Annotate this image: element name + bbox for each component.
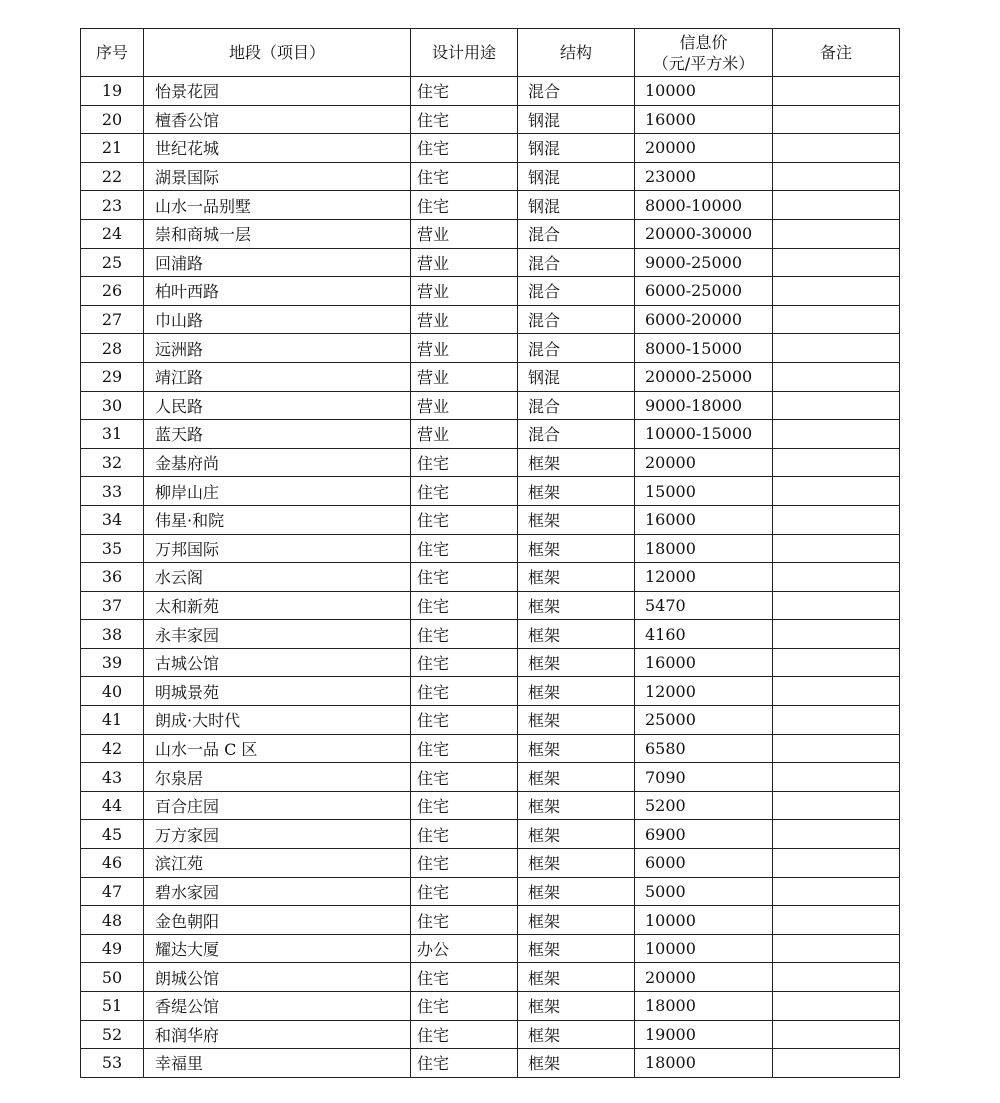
table-row	[81, 563, 900, 592]
cell-structure: 框架	[518, 563, 635, 592]
header-price-title: 信息价	[679, 32, 728, 52]
cell-usage: 住宅	[411, 648, 518, 677]
cell-seq: 45	[81, 820, 144, 849]
cell-location: 永丰家园	[144, 620, 411, 649]
cell-usage: 住宅	[411, 906, 518, 935]
table-row	[81, 105, 900, 134]
table-row	[81, 162, 900, 191]
cell-seq: 40	[81, 677, 144, 706]
cell-price: 5200	[635, 791, 773, 820]
cell-structure: 框架	[518, 734, 635, 763]
header-seq: 序号	[81, 29, 144, 77]
cell-structure: 框架	[518, 849, 635, 878]
cell-note	[773, 906, 900, 935]
cell-price: 10000	[635, 934, 773, 963]
cell-price: 20000-30000	[635, 219, 773, 248]
cell-location: 崇和商城一层	[144, 219, 411, 248]
cell-structure: 框架	[518, 934, 635, 963]
cell-note	[773, 77, 900, 106]
cell-usage: 住宅	[411, 591, 518, 620]
cell-seq: 32	[81, 448, 144, 477]
table-row	[81, 391, 900, 420]
cell-location: 回浦路	[144, 248, 411, 277]
cell-usage: 住宅	[411, 505, 518, 534]
cell-note	[773, 334, 900, 363]
cell-location: 古城公馆	[144, 648, 411, 677]
cell-usage: 住宅	[411, 1049, 518, 1078]
cell-seq: 52	[81, 1020, 144, 1049]
cell-usage: 住宅	[411, 963, 518, 992]
cell-location: 金色朝阳	[144, 906, 411, 935]
cell-usage: 住宅	[411, 992, 518, 1021]
cell-structure: 框架	[518, 677, 635, 706]
cell-seq: 29	[81, 362, 144, 391]
cell-note	[773, 420, 900, 449]
cell-structure: 钢混	[518, 362, 635, 391]
table-row	[81, 791, 900, 820]
cell-seq: 30	[81, 391, 144, 420]
cell-structure: 框架	[518, 620, 635, 649]
cell-price: 4160	[635, 620, 773, 649]
cell-location: 百合庄园	[144, 791, 411, 820]
cell-location: 万邦国际	[144, 534, 411, 563]
cell-seq: 50	[81, 963, 144, 992]
cell-structure: 框架	[518, 706, 635, 735]
cell-usage: 住宅	[411, 191, 518, 220]
table-row	[81, 334, 900, 363]
cell-usage: 营业	[411, 277, 518, 306]
cell-structure: 框架	[518, 477, 635, 506]
cell-note	[773, 534, 900, 563]
cell-structure: 框架	[518, 648, 635, 677]
cell-structure: 框架	[518, 505, 635, 534]
cell-price: 12000	[635, 563, 773, 592]
table-row	[81, 591, 900, 620]
table-row	[81, 820, 900, 849]
cell-note	[773, 849, 900, 878]
cell-location: 伟星·和院	[144, 505, 411, 534]
cell-seq: 39	[81, 648, 144, 677]
cell-price: 20000-25000	[635, 362, 773, 391]
cell-price: 6000	[635, 849, 773, 878]
cell-structure: 框架	[518, 877, 635, 906]
cell-price: 12000	[635, 677, 773, 706]
cell-location: 香缇公馆	[144, 992, 411, 1021]
cell-location: 耀达大厦	[144, 934, 411, 963]
header-location: 地段（项目）	[144, 29, 411, 77]
cell-location: 尔泉居	[144, 763, 411, 792]
cell-location: 世纪花城	[144, 134, 411, 163]
cell-usage: 营业	[411, 219, 518, 248]
cell-price: 9000-25000	[635, 248, 773, 277]
cell-note	[773, 620, 900, 649]
header-price	[635, 29, 773, 77]
cell-seq: 22	[81, 162, 144, 191]
cell-price: 25000	[635, 706, 773, 735]
cell-note	[773, 448, 900, 477]
cell-structure: 混合	[518, 420, 635, 449]
cell-seq: 31	[81, 420, 144, 449]
cell-structure: 混合	[518, 219, 635, 248]
cell-price: 23000	[635, 162, 773, 191]
cell-location: 山水一品 C 区	[144, 734, 411, 763]
cell-seq: 36	[81, 563, 144, 592]
header-price-unit: （元/平方米）	[652, 53, 755, 73]
cell-note	[773, 591, 900, 620]
cell-usage: 住宅	[411, 620, 518, 649]
cell-location: 柏叶西路	[144, 277, 411, 306]
cell-price: 8000-15000	[635, 334, 773, 363]
cell-location: 明城景苑	[144, 677, 411, 706]
cell-seq: 46	[81, 849, 144, 878]
cell-price: 8000-10000	[635, 191, 773, 220]
cell-note	[773, 219, 900, 248]
cell-price: 18000	[635, 534, 773, 563]
cell-seq: 23	[81, 191, 144, 220]
cell-usage: 住宅	[411, 134, 518, 163]
table-row	[81, 420, 900, 449]
cell-structure: 框架	[518, 763, 635, 792]
table-row	[81, 620, 900, 649]
table-row	[81, 734, 900, 763]
cell-usage: 住宅	[411, 477, 518, 506]
table-row	[81, 992, 900, 1021]
cell-seq: 20	[81, 105, 144, 134]
cell-location: 远洲路	[144, 334, 411, 363]
table-header	[81, 29, 900, 77]
cell-usage: 住宅	[411, 162, 518, 191]
cell-usage: 营业	[411, 334, 518, 363]
cell-note	[773, 706, 900, 735]
table-row	[81, 362, 900, 391]
cell-usage: 住宅	[411, 77, 518, 106]
cell-seq: 25	[81, 248, 144, 277]
cell-seq: 42	[81, 734, 144, 763]
cell-seq: 28	[81, 334, 144, 363]
cell-usage: 营业	[411, 305, 518, 334]
cell-seq: 19	[81, 77, 144, 106]
cell-usage: 住宅	[411, 706, 518, 735]
cell-seq: 37	[81, 591, 144, 620]
cell-note	[773, 477, 900, 506]
cell-seq: 44	[81, 791, 144, 820]
cell-location: 湖景国际	[144, 162, 411, 191]
cell-structure: 混合	[518, 77, 635, 106]
cell-seq: 27	[81, 305, 144, 334]
cell-price: 20000	[635, 448, 773, 477]
cell-note	[773, 820, 900, 849]
cell-note	[773, 1020, 900, 1049]
header-row	[81, 29, 900, 77]
cell-seq: 38	[81, 620, 144, 649]
cell-note	[773, 162, 900, 191]
cell-seq: 34	[81, 505, 144, 534]
cell-price: 19000	[635, 1020, 773, 1049]
cell-price: 5470	[635, 591, 773, 620]
table-row	[81, 877, 900, 906]
cell-note	[773, 362, 900, 391]
table-row	[81, 534, 900, 563]
cell-note	[773, 963, 900, 992]
cell-usage: 营业	[411, 391, 518, 420]
cell-price: 16000	[635, 505, 773, 534]
cell-usage: 住宅	[411, 448, 518, 477]
cell-note	[773, 1049, 900, 1078]
cell-structure: 框架	[518, 820, 635, 849]
table-row	[81, 505, 900, 534]
table-row	[81, 448, 900, 477]
cell-note	[773, 763, 900, 792]
header-usage: 设计用途	[411, 29, 518, 77]
cell-price: 18000	[635, 992, 773, 1021]
cell-location: 碧水家园	[144, 877, 411, 906]
cell-note	[773, 391, 900, 420]
cell-location: 怡景花园	[144, 77, 411, 106]
cell-price: 10000	[635, 77, 773, 106]
cell-usage: 住宅	[411, 563, 518, 592]
cell-structure: 框架	[518, 448, 635, 477]
cell-location: 朗城公馆	[144, 963, 411, 992]
cell-location: 万方家园	[144, 820, 411, 849]
cell-structure: 框架	[518, 591, 635, 620]
table-row	[81, 706, 900, 735]
cell-structure: 钢混	[518, 134, 635, 163]
cell-usage: 营业	[411, 248, 518, 277]
cell-usage: 营业	[411, 362, 518, 391]
cell-seq: 33	[81, 477, 144, 506]
table-row	[81, 77, 900, 106]
cell-structure: 钢混	[518, 105, 635, 134]
cell-note	[773, 648, 900, 677]
cell-note	[773, 677, 900, 706]
cell-usage: 住宅	[411, 820, 518, 849]
cell-price: 16000	[635, 648, 773, 677]
cell-note	[773, 563, 900, 592]
table-row	[81, 191, 900, 220]
cell-price: 10000	[635, 906, 773, 935]
cell-note	[773, 248, 900, 277]
cell-price: 7090	[635, 763, 773, 792]
cell-price: 6900	[635, 820, 773, 849]
table-row	[81, 1020, 900, 1049]
cell-location: 蓝天路	[144, 420, 411, 449]
cell-seq: 24	[81, 219, 144, 248]
cell-usage: 营业	[411, 420, 518, 449]
cell-structure: 框架	[518, 534, 635, 563]
cell-price: 10000-15000	[635, 420, 773, 449]
cell-note	[773, 934, 900, 963]
cell-location: 柳岸山庄	[144, 477, 411, 506]
table-row	[81, 248, 900, 277]
cell-usage: 住宅	[411, 877, 518, 906]
cell-seq: 21	[81, 134, 144, 163]
cell-seq: 41	[81, 706, 144, 735]
table-row	[81, 648, 900, 677]
table-row	[81, 849, 900, 878]
cell-usage: 住宅	[411, 534, 518, 563]
cell-price: 18000	[635, 1049, 773, 1078]
cell-note	[773, 134, 900, 163]
cell-price: 20000	[635, 963, 773, 992]
cell-usage: 住宅	[411, 677, 518, 706]
cell-location: 幸福里	[144, 1049, 411, 1078]
cell-usage: 住宅	[411, 791, 518, 820]
cell-usage: 住宅	[411, 105, 518, 134]
table-body	[81, 77, 900, 1078]
table-row	[81, 763, 900, 792]
cell-note	[773, 734, 900, 763]
cell-structure: 钢混	[518, 162, 635, 191]
cell-location: 檀香公馆	[144, 105, 411, 134]
cell-price: 15000	[635, 477, 773, 506]
cell-usage: 住宅	[411, 763, 518, 792]
cell-seq: 53	[81, 1049, 144, 1078]
cell-note	[773, 791, 900, 820]
table-row	[81, 934, 900, 963]
cell-location: 水云阁	[144, 563, 411, 592]
cell-structure: 框架	[518, 992, 635, 1021]
cell-structure: 框架	[518, 1049, 635, 1078]
table-row	[81, 305, 900, 334]
cell-price: 5000	[635, 877, 773, 906]
cell-usage: 住宅	[411, 849, 518, 878]
cell-structure: 框架	[518, 1020, 635, 1049]
cell-note	[773, 992, 900, 1021]
cell-seq: 51	[81, 992, 144, 1021]
table-row	[81, 219, 900, 248]
cell-note	[773, 191, 900, 220]
price-info-table	[80, 28, 900, 1078]
table-row	[81, 963, 900, 992]
cell-note	[773, 105, 900, 134]
header-note: 备注	[773, 29, 900, 77]
cell-structure: 混合	[518, 277, 635, 306]
table-row	[81, 677, 900, 706]
cell-note	[773, 505, 900, 534]
header-structure: 结构	[518, 29, 635, 77]
table-row	[81, 277, 900, 306]
table-row	[81, 906, 900, 935]
cell-location: 滨江苑	[144, 849, 411, 878]
cell-price: 20000	[635, 134, 773, 163]
cell-seq: 49	[81, 934, 144, 963]
cell-usage: 住宅	[411, 734, 518, 763]
cell-seq: 48	[81, 906, 144, 935]
cell-location: 人民路	[144, 391, 411, 420]
cell-structure: 框架	[518, 791, 635, 820]
cell-location: 太和新苑	[144, 591, 411, 620]
cell-note	[773, 305, 900, 334]
cell-location: 和润华府	[144, 1020, 411, 1049]
table-row	[81, 134, 900, 163]
cell-structure: 混合	[518, 248, 635, 277]
cell-structure: 混合	[518, 391, 635, 420]
cell-location: 朗成·大时代	[144, 706, 411, 735]
cell-seq: 47	[81, 877, 144, 906]
cell-usage: 办公	[411, 934, 518, 963]
cell-price: 6000-20000	[635, 305, 773, 334]
cell-price: 6580	[635, 734, 773, 763]
cell-price: 9000-18000	[635, 391, 773, 420]
cell-structure: 框架	[518, 963, 635, 992]
cell-location: 巾山路	[144, 305, 411, 334]
table-row	[81, 477, 900, 506]
cell-location: 金基府尚	[144, 448, 411, 477]
table-row	[81, 1049, 900, 1078]
cell-location: 山水一品别墅	[144, 191, 411, 220]
cell-note	[773, 877, 900, 906]
cell-structure: 框架	[518, 906, 635, 935]
cell-price: 6000-25000	[635, 277, 773, 306]
cell-price: 16000	[635, 105, 773, 134]
cell-seq: 26	[81, 277, 144, 306]
cell-seq: 43	[81, 763, 144, 792]
cell-note	[773, 277, 900, 306]
cell-structure: 混合	[518, 305, 635, 334]
cell-structure: 钢混	[518, 191, 635, 220]
cell-location: 靖江路	[144, 362, 411, 391]
cell-structure: 混合	[518, 334, 635, 363]
cell-seq: 35	[81, 534, 144, 563]
cell-usage: 住宅	[411, 1020, 518, 1049]
